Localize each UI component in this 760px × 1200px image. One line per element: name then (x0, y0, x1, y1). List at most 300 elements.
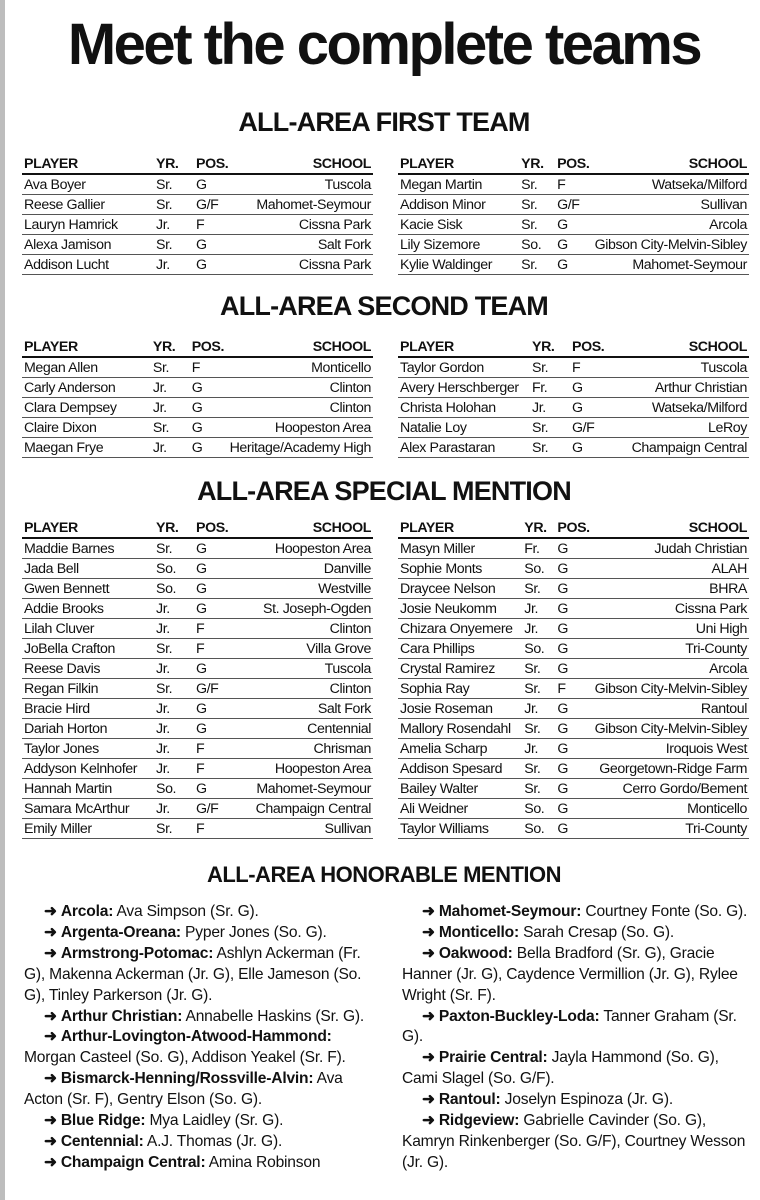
player-position: G/F (194, 799, 232, 819)
player-position: G (194, 599, 232, 619)
table-row (398, 255, 749, 275)
table-row (22, 235, 373, 255)
player-year: Sr. (530, 357, 570, 378)
player-year: So. (519, 235, 555, 255)
table-row (398, 438, 749, 458)
honorable-players: Ava Simpson (Sr. G). (113, 903, 259, 920)
player-year: Jr. (154, 759, 194, 779)
table-row (398, 215, 749, 235)
player-name: Alex Parastaran (398, 438, 530, 458)
table-row (398, 779, 749, 799)
player-year: So. (154, 559, 194, 579)
player-year: So. (154, 779, 194, 799)
table-row (22, 195, 373, 215)
second-team-table-right (398, 337, 749, 458)
honorable-entry (24, 923, 376, 944)
player-position: G (555, 579, 592, 599)
header-school: SCHOOL (593, 518, 749, 538)
player-name: Taylor Gordon (398, 357, 530, 378)
player-position: G/F (570, 418, 608, 438)
player-name: Lauryn Hamrick (22, 215, 154, 235)
player-position: G (555, 759, 592, 779)
player-year: Jr. (154, 215, 194, 235)
honorable-entry (402, 1048, 754, 1090)
table-row (22, 699, 373, 719)
header-position: POS. (194, 154, 232, 174)
honorable-players: Morgan Casteel (So. G), Addison Yeakel (Sr. F). (24, 1049, 346, 1067)
player-school: Danville (232, 559, 373, 579)
player-position: G (570, 438, 608, 458)
table-row (22, 779, 373, 799)
header-school: SCHOOL (593, 154, 749, 174)
player-year: Sr. (522, 759, 555, 779)
player-school: Tuscola (608, 357, 749, 378)
honorable-players: Amina Robinson (205, 1153, 321, 1171)
player-year: Jr. (151, 398, 190, 418)
player-school: LeRoy (608, 418, 749, 438)
honorable-entry (402, 944, 754, 1007)
honorable-entry (402, 1007, 754, 1049)
player-position: G/F (194, 679, 232, 699)
player-position: G (555, 619, 592, 639)
table-row (22, 398, 373, 418)
honorable-team: Rantoul: (438, 1091, 501, 1109)
player-name: Reese Gallier (22, 195, 154, 215)
player-name: Taylor Williams (398, 819, 522, 839)
table-row (22, 799, 373, 819)
player-year: So. (522, 819, 555, 839)
honorable-entry (402, 1090, 754, 1111)
player-position: G/F (194, 195, 232, 215)
player-name: Megan Martin (398, 174, 519, 195)
player-school: Judah Christian (593, 538, 749, 559)
table-row (22, 599, 373, 619)
player-school: Mahomet-Seymour (232, 779, 373, 799)
player-name: Christa Holohan (398, 398, 530, 418)
player-school: Iroquois West (593, 739, 749, 759)
player-name: Amelia Scharp (398, 739, 522, 759)
table-row (22, 579, 373, 599)
header-year: YR. (522, 518, 555, 538)
player-school: Clinton (228, 398, 373, 418)
honorable-entry (24, 1007, 376, 1028)
honorable-players: Jayla Hammond (So. G), Cami Slagel (So. G/F). (402, 1049, 719, 1088)
header-year: YR. (154, 154, 194, 174)
player-position: F (194, 639, 232, 659)
player-name: Avery Herschberger (398, 378, 530, 398)
player-name: Regan Filkin (22, 679, 154, 699)
player-position: G (555, 538, 592, 559)
table-row (398, 699, 749, 719)
player-position: F (194, 215, 232, 235)
player-name: Addie Brooks (22, 599, 154, 619)
player-position: F (190, 357, 228, 378)
player-year: Sr. (522, 719, 555, 739)
arrow-icon: ➜ (422, 944, 435, 962)
player-position: G (555, 819, 592, 839)
table-row (22, 559, 373, 579)
player-position: G (194, 538, 232, 559)
table-row (22, 538, 373, 559)
player-year: Sr. (154, 174, 194, 195)
player-position: G (194, 255, 232, 275)
honorable-team: Oakwood: (438, 944, 513, 962)
player-name: Crystal Ramirez (398, 659, 522, 679)
header-year: YR. (151, 337, 190, 357)
player-name: Cara Phillips (398, 639, 522, 659)
honorable-entry (24, 1111, 376, 1132)
arrow-icon: ➜ (44, 923, 57, 941)
player-year: Jr. (530, 398, 570, 418)
table-row (22, 819, 373, 839)
player-name: Jada Bell (22, 559, 154, 579)
player-position: G (190, 418, 228, 438)
player-school: Heritage/Academy High (229, 439, 371, 456)
player-year: Sr. (522, 659, 555, 679)
player-school: Cissna Park (232, 255, 373, 275)
special-mention-table-left (22, 518, 373, 839)
player-school: Champaign Central (232, 799, 373, 819)
player-school: St. Joseph-Ogden (232, 599, 373, 619)
table-row (22, 378, 373, 398)
table-header-row (22, 154, 373, 174)
table-header-row (398, 518, 749, 538)
player-name: Mallory Rosendahl (398, 719, 522, 739)
player-name: Gwen Bennett (22, 579, 154, 599)
player-year: Jr. (154, 799, 194, 819)
special-mention-title: ALL-AREA SPECIAL MENTION (197, 476, 571, 506)
arrow-icon: ➜ (44, 1132, 57, 1150)
honorable-players: Ava Acton (Sr. F), Gentry Elson (So. G). (24, 1070, 343, 1109)
player-position: G (555, 699, 592, 719)
arrow-icon: ➜ (44, 1007, 57, 1025)
player-year: Jr. (154, 719, 194, 739)
honorable-mention-right (402, 902, 754, 1174)
honorable-team: Armstrong-Potomac: (60, 944, 214, 962)
player-position: G (194, 235, 232, 255)
table-row (398, 739, 749, 759)
honorable-players: Annabelle Haskins (Sr. G). (182, 1007, 365, 1025)
player-name: Ali Weidner (398, 799, 522, 819)
player-name: Kacie Sisk (398, 215, 519, 235)
player-position: G (555, 559, 592, 579)
player-year: Sr. (154, 538, 194, 559)
arrow-icon: ➜ (44, 1112, 57, 1130)
player-school: Mahomet-Seymour (593, 255, 749, 275)
header-position: POS. (555, 154, 593, 174)
player-name: Kylie Waldinger (398, 255, 519, 275)
player-year: Jr. (154, 739, 194, 759)
player-year: Sr. (519, 174, 555, 195)
table-row (22, 174, 373, 195)
player-position: G (194, 579, 232, 599)
honorable-team: Ridgeview: (438, 1112, 520, 1130)
player-name: Dariah Horton (22, 719, 154, 739)
player-school: Villa Grove (232, 639, 373, 659)
player-position: G (555, 719, 592, 739)
player-year: Sr. (522, 579, 555, 599)
player-school: Mahomet-Seymour (232, 195, 373, 215)
player-year: Sr. (154, 679, 194, 699)
player-name: Bailey Walter (398, 779, 522, 799)
player-year: Jr. (151, 438, 190, 458)
table-row (22, 255, 373, 275)
player-school: Clinton (228, 378, 373, 398)
player-school: ALAH (593, 559, 749, 579)
table-row (398, 639, 749, 659)
player-position: G (570, 398, 608, 418)
player-name: Masyn Miller (398, 538, 522, 559)
player-school: Clinton (232, 679, 373, 699)
honorable-players: Tanner Graham (Sr. G). (402, 1007, 737, 1046)
arrow-icon: ➜ (422, 923, 435, 941)
player-year: Sr. (530, 438, 570, 458)
honorable-entry (24, 902, 376, 923)
table-row (398, 679, 749, 699)
player-school: Tri-County (593, 639, 749, 659)
arrow-icon: ➜ (44, 1070, 57, 1088)
player-school: Champaign Central (608, 438, 749, 458)
table-row (22, 357, 373, 378)
player-position: F (194, 819, 232, 839)
player-name: Megan Allen (22, 357, 151, 378)
honorable-players: Ashlyn Ackerman (Fr. G), Makenna Ackerman (Jr. G), Elle Jameson (So. G), Tinley Parkerson (Jr. G). (24, 944, 362, 1004)
table-row (398, 619, 749, 639)
player-school: Gibson City-Melvin-Sibley (594, 680, 747, 697)
player-name: Carly Anderson (22, 378, 151, 398)
player-position: G (190, 438, 228, 458)
player-name: Josie Neukomm (398, 599, 522, 619)
player-name: Chizara Onyemere (398, 619, 522, 639)
honorable-team: Mahomet-Seymour: (438, 903, 582, 920)
honorable-entry (24, 1027, 376, 1069)
player-year: Sr. (151, 418, 190, 438)
player-school: BHRA (593, 579, 749, 599)
player-school: Monticello (228, 357, 373, 378)
player-school: Hoopeston Area (232, 538, 373, 559)
table-row (22, 619, 373, 639)
player-name: Maegan Frye (22, 438, 151, 458)
table-row (398, 195, 749, 215)
header-school: SCHOOL (232, 518, 373, 538)
player-school: Watseka/Milford (593, 174, 749, 195)
honorable-entry (24, 1132, 376, 1153)
table-header-row (398, 337, 749, 357)
player-name: Draycee Nelson (398, 579, 522, 599)
player-position: G (194, 719, 232, 739)
player-year: Sr. (154, 235, 194, 255)
player-school: Arcola (593, 215, 749, 235)
scan-edge (0, 0, 5, 1200)
player-position: G (555, 639, 592, 659)
header-school: SCHOOL (608, 337, 749, 357)
header-school: SCHOOL (228, 337, 373, 357)
table-row (398, 799, 749, 819)
player-position: F (570, 357, 608, 378)
player-position: G (194, 174, 232, 195)
second-team-table-left (22, 337, 373, 458)
player-school: Gibson City-Melvin-Sibley (594, 236, 747, 253)
player-name: Sophia Ray (398, 679, 522, 699)
first-team-table-right (398, 154, 749, 275)
player-name: Bracie Hird (22, 699, 154, 719)
player-position: F (194, 759, 232, 779)
table-header-row (22, 337, 373, 357)
arrow-icon: ➜ (422, 903, 435, 920)
player-school: Watseka/Milford (608, 398, 749, 418)
table-row (398, 579, 749, 599)
table-row (398, 559, 749, 579)
table-row (398, 659, 749, 679)
player-position: G (190, 398, 228, 418)
player-year: Fr. (530, 378, 570, 398)
player-year: Jr. (522, 699, 555, 719)
player-year: Sr. (154, 195, 194, 215)
honorable-entry (402, 1111, 754, 1174)
player-school: Clinton (232, 619, 373, 639)
honorable-players: Pyper Jones (So. G). (180, 923, 327, 941)
honorable-team: Bismarck-Henning/Rossville-Alvin: (60, 1070, 314, 1088)
table-row (22, 719, 373, 739)
honorable-team: Champaign Central: (60, 1153, 206, 1171)
honorable-players: Bella Bradford (Sr. G), Gracie Hanner (Jr. G), Caydence Vermillion (Jr. G), Rylee Wright (Sr. F). (402, 944, 738, 1004)
player-school: Cissna Park (593, 599, 749, 619)
player-name: Lily Sizemore (398, 235, 519, 255)
player-school: Hoopeston Area (232, 759, 373, 779)
honorable-mention-left (24, 902, 376, 1174)
player-year: Jr. (522, 619, 555, 639)
player-position: G (555, 659, 592, 679)
player-name: Alexa Jamison (22, 235, 154, 255)
table-row (22, 739, 373, 759)
page-title: Meet the complete teams (67, 12, 701, 77)
player-school: Cerro Gordo/Bement (593, 779, 749, 799)
arrow-icon: ➜ (422, 1007, 435, 1025)
honorable-entry (24, 1069, 376, 1111)
header-player: PLAYER (22, 337, 151, 357)
player-year: Sr. (519, 215, 555, 235)
player-year: Jr. (522, 739, 555, 759)
honorable-mention-title: ALL-AREA HONORABLE MENTION (206, 862, 562, 887)
player-name: Claire Dixon (22, 418, 151, 438)
table-row (398, 398, 749, 418)
table-row (398, 819, 749, 839)
honorable-entry (402, 923, 754, 944)
table-row (398, 719, 749, 739)
header-position: POS. (555, 518, 592, 538)
table-row (22, 438, 373, 458)
player-name: Hannah Martin (22, 779, 154, 799)
table-row (22, 418, 373, 438)
header-player: PLAYER (398, 518, 522, 538)
first-team-table-left (22, 154, 373, 275)
player-school: Tuscola (232, 659, 373, 679)
player-position: G/F (555, 195, 593, 215)
player-year: Jr. (522, 599, 555, 619)
player-year: Jr. (151, 378, 190, 398)
player-name: Addison Minor (398, 195, 519, 215)
player-year: Sr. (522, 779, 555, 799)
first-team-title: ALL-AREA FIRST TEAM (238, 107, 530, 137)
player-school: Arcola (593, 659, 749, 679)
table-row (22, 215, 373, 235)
player-name: Lilah Cluver (22, 619, 154, 639)
player-year: Jr. (154, 699, 194, 719)
honorable-entry (402, 902, 754, 923)
player-year: Sr. (151, 357, 190, 378)
player-name: Maddie Barnes (22, 538, 154, 559)
table-row (22, 639, 373, 659)
player-name: Clara Dempsey (22, 398, 151, 418)
honorable-players: Sarah Cresap (So. G). (518, 923, 675, 941)
player-year: Sr. (530, 418, 570, 438)
player-name: JoBella Crafton (22, 639, 154, 659)
player-school: Gibson City-Melvin-Sibley (594, 720, 747, 737)
honorable-team: Arthur-Lovington-Atwood-Hammond: (60, 1028, 332, 1046)
player-year: Sr. (519, 255, 555, 275)
header-player: PLAYER (398, 337, 530, 357)
arrow-icon: ➜ (44, 903, 57, 920)
honorable-team: Arthur Christian: (60, 1007, 183, 1025)
player-name: Addison Lucht (22, 255, 154, 275)
player-school: Chrisman (232, 739, 373, 759)
header-player: PLAYER (22, 154, 154, 174)
table-row (22, 759, 373, 779)
player-position: G (555, 799, 592, 819)
player-position: G (555, 739, 592, 759)
player-year: So. (522, 799, 555, 819)
player-year: Sr. (154, 819, 194, 839)
player-position: G (190, 378, 228, 398)
player-name: Samara McArthur (22, 799, 154, 819)
player-school: Arthur Christian (608, 378, 749, 398)
player-school: Centennial (232, 719, 373, 739)
player-school: Tuscola (232, 174, 373, 195)
arrow-icon: ➜ (422, 1112, 435, 1130)
player-position: G (570, 378, 608, 398)
table-header-row (398, 154, 749, 174)
table-header-row (22, 518, 373, 538)
honorable-players: Joselyn Espinoza (Jr. G). (500, 1091, 673, 1109)
honorable-players: A.J. Thomas (Jr. G). (143, 1132, 283, 1150)
player-school: Hoopeston Area (228, 418, 373, 438)
player-position: G (194, 779, 232, 799)
player-school: Uni High (593, 619, 749, 639)
player-position: F (555, 679, 592, 699)
player-position: G (555, 235, 593, 255)
player-position: G (194, 659, 232, 679)
header-position: POS. (190, 337, 228, 357)
player-year: Fr. (522, 538, 555, 559)
player-name: Addyson Kelnhofer (22, 759, 154, 779)
table-row (398, 538, 749, 559)
player-school: Westville (232, 579, 373, 599)
honorable-entry (24, 1153, 376, 1174)
player-position: G (555, 779, 592, 799)
player-year: Jr. (154, 619, 194, 639)
honorable-team: Argenta-Oreana: (60, 923, 181, 941)
player-position: F (194, 619, 232, 639)
honorable-players: Mya Laidley (Sr. G). (145, 1112, 284, 1130)
player-year: Jr. (154, 255, 194, 275)
header-year: YR. (154, 518, 194, 538)
player-school: Monticello (593, 799, 749, 819)
header-school: SCHOOL (232, 154, 373, 174)
honorable-players: Courtney Fonte (So. G). (581, 903, 748, 920)
arrow-icon: ➜ (422, 1049, 435, 1067)
header-position: POS. (570, 337, 608, 357)
table-row (398, 174, 749, 195)
